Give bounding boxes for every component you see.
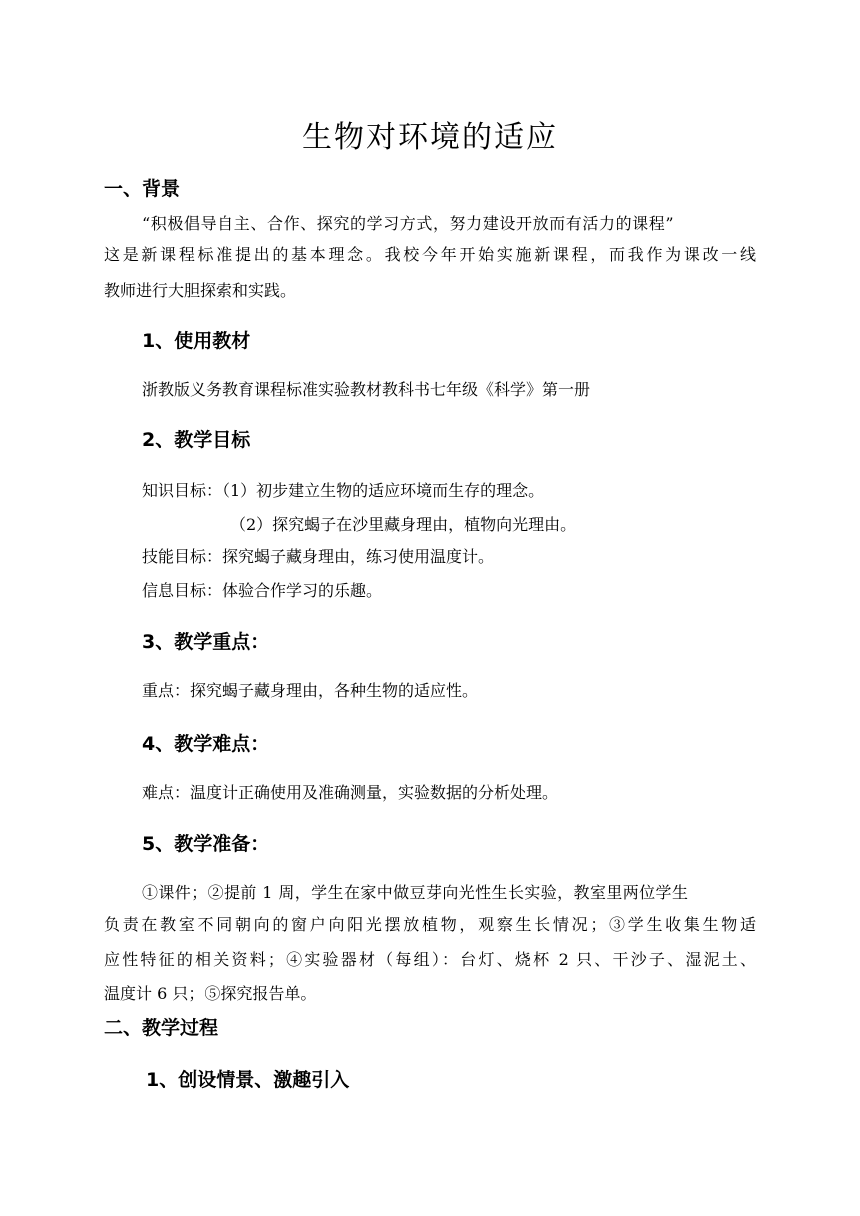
subheading-textbook: 1、使用教材 (142, 330, 251, 352)
background-paragraph-line-3: 教师进行大胆探索和实践。 (104, 281, 297, 300)
subheading-difficulties: 4、教学难点： (142, 733, 270, 755)
objective-skill: 技能目标：探究蝎子藏身理由，练习使用温度计。 (142, 547, 495, 566)
subheading-preparation: 5、教学准备： (142, 833, 270, 855)
background-paragraph-line-1: “积极倡导自主、合作、探究的学习方式，努力建设开放而有活力的课程” (142, 214, 675, 233)
subheading-key-points: 3、教学重点： (142, 631, 270, 653)
background-paragraph-line-2: 这是新课程标准提出的基本理念。我校今年开始实施新课程，而我作为课改一线 (104, 245, 756, 264)
subheading-introduction: 1、创设情景、激趣引入 (146, 1069, 350, 1091)
preparation-line-2: 负责在教室不同朝向的窗户向阳光摆放植物，观察生长情况；③学生收集生物适 (104, 915, 756, 934)
preparation-line-3: 应性特征的相关资料；④实验器材（每组）：台灯、烧杯 2 只、干沙子、湿泥土、 (104, 950, 756, 969)
document-title: 生物对环境的适应 (302, 120, 558, 155)
objective-knowledge-2: （2）探究蝎子在沙里藏身理由，植物向光理由。 (230, 515, 577, 534)
objective-knowledge-1: 知识目标：（1）初步建立生物的适应环境而生存的理念。 (142, 481, 545, 500)
objective-information: 信息目标：体验合作学习的乐趣。 (142, 581, 383, 600)
preparation-line-1: ①课件；②提前 1 周，学生在家中做豆芽向光性生长实验，教室里两位学生 (142, 883, 689, 902)
preparation-line-4: 温度计 6 只；⑤探究报告单。 (104, 984, 317, 1003)
subheading-objectives: 2、教学目标 (142, 429, 251, 451)
key-points-text: 重点：探究蝎子藏身理由，各种生物的适应性。 (142, 681, 479, 700)
textbook-text: 浙教版义务教育课程标准实验教材教科书七年级《科学》第一册 (142, 380, 591, 399)
section-heading-process: 二、教学过程 (104, 1017, 219, 1039)
difficulties-text: 难点：温度计正确使用及准确测量，实验数据的分析处理。 (142, 783, 559, 802)
section-heading-background: 一、背景 (104, 178, 181, 200)
